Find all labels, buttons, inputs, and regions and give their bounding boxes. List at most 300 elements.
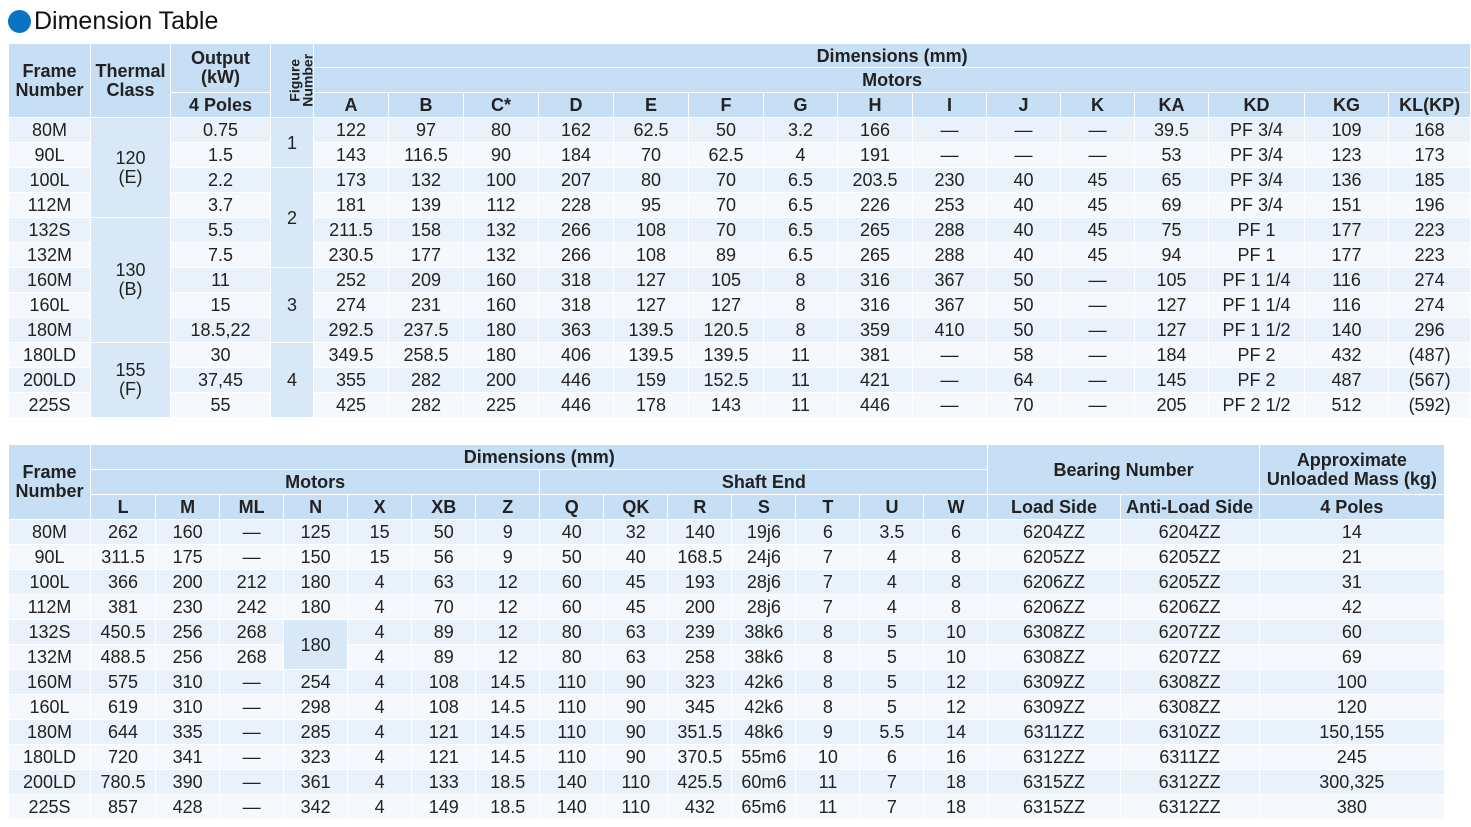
dimension-cell: 446 — [838, 393, 913, 418]
output-cell: 15 — [171, 293, 271, 318]
dimension-cell: 296 — [1389, 318, 1471, 343]
output-cell: 3.7 — [171, 193, 271, 218]
bullet-circle-icon — [8, 10, 31, 33]
dimension-cell-xb: 108 — [412, 670, 476, 695]
frame-number-cell: 80M — [9, 520, 91, 545]
dimension-cell: 139.5 — [689, 343, 764, 368]
dimension-cell: 196 — [1389, 193, 1471, 218]
dimension-cell-n: 150 — [284, 545, 348, 570]
dimension-cell: — — [987, 118, 1061, 143]
header-col-k: K — [1061, 93, 1135, 118]
dimension-cell: 127 — [1135, 293, 1209, 318]
dimension-cell-anti: 6206ZZ — [1120, 595, 1259, 620]
output-cell: 0.75 — [171, 118, 271, 143]
dimension-cell: 105 — [1135, 268, 1209, 293]
dimension-cell: PF 3/4 — [1209, 168, 1305, 193]
header-col-t: T — [796, 495, 860, 520]
header-dimensions: Dimensions (mm) — [314, 44, 1471, 68]
dimension-cell: 425 — [314, 393, 389, 418]
dimension-cell: 143 — [689, 393, 764, 418]
dimension-cell-ml: — — [220, 745, 284, 770]
dimension-cell: 139.5 — [614, 318, 689, 343]
dimension-cell-qk: 110 — [604, 795, 668, 820]
dimension-cell: PF 3/4 — [1209, 118, 1305, 143]
dimension-cell: 108 — [614, 218, 689, 243]
dimension-cell-n: 342 — [284, 795, 348, 820]
dimension-cell: 367 — [913, 268, 987, 293]
dimension-cell: — — [1061, 293, 1135, 318]
dimension-cell-s: 55m6 — [732, 745, 796, 770]
dimension-cell-r: 432 — [668, 795, 732, 820]
dimension-cell-anti: 6308ZZ — [1120, 670, 1259, 695]
table-row — [9, 218, 1471, 243]
dimension-cell: 139 — [389, 193, 464, 218]
dimension-cell: 132 — [464, 243, 539, 268]
dimension-cell-anti: 6207ZZ — [1120, 645, 1259, 670]
dimension-cell-r: 140 — [668, 520, 732, 545]
dimension-cell: 140 — [1305, 318, 1389, 343]
frame-number-cell: 100L — [9, 570, 91, 595]
dimension-cell-u: 4 — [860, 570, 924, 595]
dimension-cell-z: 14.5 — [476, 695, 540, 720]
dimension-cell: 184 — [539, 143, 614, 168]
dimension-cell: 282 — [389, 393, 464, 418]
dimension-cell: 318 — [539, 293, 614, 318]
dimension-cell-mass: 14 — [1259, 520, 1444, 545]
output-cell: 55 — [171, 393, 271, 418]
dimension-cell-load: 6309ZZ — [988, 670, 1120, 695]
figure-number-cell: 3 — [271, 268, 314, 343]
dimension-cell: 120.5 — [689, 318, 764, 343]
dimension-cell: 75 — [1135, 218, 1209, 243]
dimension-cell-w: 8 — [924, 545, 988, 570]
dimension-cell: (592) — [1389, 393, 1471, 418]
dimension-cell: 94 — [1135, 243, 1209, 268]
dimension-cell-t: 7 — [796, 595, 860, 620]
dimension-cell: 95 — [614, 193, 689, 218]
header-col-c: C* — [464, 93, 539, 118]
dimension-cell: 180 — [464, 343, 539, 368]
dimension-cell-load: 6315ZZ — [988, 770, 1120, 795]
dimension-cell-qk: 90 — [604, 695, 668, 720]
dimension-cell: 237.5 — [389, 318, 464, 343]
dimension-cell-u: 6 — [860, 745, 924, 770]
dimension-cell: 252 — [314, 268, 389, 293]
dimension-cell-m: 390 — [156, 770, 220, 795]
dimension-cell: 288 — [913, 218, 987, 243]
dimension-cell: — — [1061, 343, 1135, 368]
dimension-cell-r: 168.5 — [668, 545, 732, 570]
dimension-cell-mass: 60 — [1259, 620, 1444, 645]
dimension-cell: — — [1061, 118, 1135, 143]
dimension-cell: — — [913, 393, 987, 418]
dimension-cell-load: 6312ZZ — [988, 745, 1120, 770]
table-row — [9, 745, 1445, 770]
dimension-cell: 152.5 — [689, 368, 764, 393]
dimension-cell-x: 4 — [348, 720, 412, 745]
dimension-cell: 40 — [987, 218, 1061, 243]
dimension-cell: 116.5 — [389, 143, 464, 168]
dimension-cell: 266 — [539, 218, 614, 243]
dimension-cell: 50 — [987, 293, 1061, 318]
dimension-cell-qk: 32 — [604, 520, 668, 545]
header-frame-number-2: Frame Number — [9, 445, 91, 520]
dimension-cell-s: 65m6 — [732, 795, 796, 820]
dimension-cell: 6.5 — [764, 193, 838, 218]
frame-number-cell: 90L — [9, 545, 91, 570]
frame-number-cell: 180LD — [9, 745, 91, 770]
dimension-cell: 487 — [1305, 368, 1389, 393]
dimension-cell-s: 28j6 — [732, 595, 796, 620]
dimension-cell-x: 15 — [348, 520, 412, 545]
dimension-cell-ml: — — [220, 720, 284, 745]
dimension-cell-l: 488.5 — [91, 645, 156, 670]
dimension-cell: 258.5 — [389, 343, 464, 368]
dimension-cell-anti: 6205ZZ — [1120, 545, 1259, 570]
dimension-cell: 50 — [987, 318, 1061, 343]
dimension-cell: 3.2 — [764, 118, 838, 143]
dimension-cell-w: 8 — [924, 570, 988, 595]
table-row — [9, 193, 1471, 218]
frame-number-cell: 160M — [9, 268, 91, 293]
dimension-cell: PF 3/4 — [1209, 193, 1305, 218]
frame-number-cell: 225S — [9, 795, 91, 820]
dimension-cell-n: 361 — [284, 770, 348, 795]
dimension-cell-z: 12 — [476, 620, 540, 645]
dimension-cell: 359 — [838, 318, 913, 343]
dimension-cell-n: 180 — [284, 595, 348, 620]
output-cell: 5.5 — [171, 218, 271, 243]
dimension-cell-w: 6 — [924, 520, 988, 545]
dimension-cell-s: 60m6 — [732, 770, 796, 795]
dimension-cell: 173 — [314, 168, 389, 193]
dimension-cell: — — [913, 143, 987, 168]
dimension-cell-ml: 212 — [220, 570, 284, 595]
dimension-cell: 45 — [1061, 168, 1135, 193]
dimension-cell: PF 2 — [1209, 343, 1305, 368]
dimension-cell-q: 60 — [540, 570, 604, 595]
dimension-cell-ml: — — [220, 770, 284, 795]
dimension-cell: 40 — [987, 193, 1061, 218]
header-mass-four-poles: 4 Poles — [1259, 495, 1444, 520]
dimension-cell-w: 14 — [924, 720, 988, 745]
dimension-cell-s: 48k6 — [732, 720, 796, 745]
dimension-cell: 316 — [838, 268, 913, 293]
table-row — [9, 318, 1471, 343]
dimension-cell-n: 254 — [284, 670, 348, 695]
dimension-cell-q: 50 — [540, 545, 604, 570]
dimension-cell: PF 2 1/2 — [1209, 393, 1305, 418]
dimension-cell: 90 — [464, 143, 539, 168]
dimension-cell-s: 42k6 — [732, 670, 796, 695]
dimension-cell: 223 — [1389, 218, 1471, 243]
dimension-cell: 69 — [1135, 193, 1209, 218]
header-col-l: L — [91, 495, 156, 520]
dimension-cell: 230.5 — [314, 243, 389, 268]
dimension-cell-x: 4 — [348, 795, 412, 820]
output-cell: 7.5 — [171, 243, 271, 268]
page-title — [8, 6, 218, 36]
header-col-j: J — [987, 93, 1061, 118]
dimension-cell: 127 — [1135, 318, 1209, 343]
dimension-cell: PF 1 1/2 — [1209, 318, 1305, 343]
dimension-cell: 62.5 — [689, 143, 764, 168]
frame-number-cell: 180M — [9, 318, 91, 343]
dimension-table-1 — [8, 43, 1471, 418]
dimension-cell-xb: 89 — [412, 645, 476, 670]
frame-number-cell: 132M — [9, 243, 91, 268]
frame-number-cell: 132M — [9, 645, 91, 670]
frame-number-cell: 160M — [9, 670, 91, 695]
dimension-cell: (567) — [1389, 368, 1471, 393]
dimension-cell: 274 — [314, 293, 389, 318]
dimension-cell: 127 — [614, 268, 689, 293]
dimension-cell-w: 8 — [924, 595, 988, 620]
dimension-cell: 177 — [389, 243, 464, 268]
dimension-cell: 8 — [764, 268, 838, 293]
dimension-cell-ml: 242 — [220, 595, 284, 620]
dimension-cell: PF 1 1/4 — [1209, 268, 1305, 293]
dimension-cell-load: 6309ZZ — [988, 695, 1120, 720]
dimension-cell: 253 — [913, 193, 987, 218]
dimension-cell: 105 — [689, 268, 764, 293]
dimension-cell: 180 — [464, 318, 539, 343]
dimension-cell-q: 60 — [540, 595, 604, 620]
dimension-cell-xb: 50 — [412, 520, 476, 545]
dimension-cell-r: 351.5 — [668, 720, 732, 745]
dimension-cell: 230 — [913, 168, 987, 193]
dimension-cell: 70 — [987, 393, 1061, 418]
dimension-cell: PF 3/4 — [1209, 143, 1305, 168]
page-title-text: Dimension Table — [34, 6, 219, 35]
dimension-cell: 50 — [689, 118, 764, 143]
dimension-cell: 349.5 — [314, 343, 389, 368]
output-cell: 18.5,22 — [171, 318, 271, 343]
dimension-cell: 158 — [389, 218, 464, 243]
header-shaft-end: Shaft End — [540, 470, 988, 495]
dimension-cell: 62.5 — [614, 118, 689, 143]
dimension-cell-load: 6205ZZ — [988, 545, 1120, 570]
dimension-cell-xb: 121 — [412, 745, 476, 770]
dimension-cell: 139.5 — [614, 343, 689, 368]
thermal-class-cell: 130 (B) — [91, 218, 171, 343]
dimension-cell: 446 — [539, 393, 614, 418]
dimension-cell: — — [987, 143, 1061, 168]
frame-number-cell: 132S — [9, 218, 91, 243]
dimension-cell: PF 1 1/4 — [1209, 293, 1305, 318]
frame-number-cell: 112M — [9, 193, 91, 218]
header-col-m: M — [156, 495, 220, 520]
dimension-cell-z: 9 — [476, 545, 540, 570]
header-anti-load-side: Anti-Load Side — [1120, 495, 1259, 520]
dimension-cell: 6.5 — [764, 218, 838, 243]
dimension-cell: 39.5 — [1135, 118, 1209, 143]
dimension-cell: 136 — [1305, 168, 1389, 193]
dimension-cell-r: 425.5 — [668, 770, 732, 795]
dimension-cell-l: 262 — [91, 520, 156, 545]
dimension-cell: 40 — [987, 243, 1061, 268]
dimension-cell-s: 19j6 — [732, 520, 796, 545]
dimension-cell: 8 — [764, 293, 838, 318]
dimension-cell: 151 — [1305, 193, 1389, 218]
dimension-cell: 191 — [838, 143, 913, 168]
dimension-cell-load: 6308ZZ — [988, 645, 1120, 670]
dimension-cell: — — [1061, 393, 1135, 418]
dimension-cell: 316 — [838, 293, 913, 318]
dimension-cell: 226 — [838, 193, 913, 218]
dimension-cell-u: 5 — [860, 645, 924, 670]
dimension-cell-z: 9 — [476, 520, 540, 545]
dimension-cell-n: 180 — [284, 570, 348, 595]
figure-number-cell: 2 — [271, 168, 314, 268]
dimension-cell: (487) — [1389, 343, 1471, 368]
frame-number-cell: 160L — [9, 695, 91, 720]
header-load-side: Load Side — [988, 495, 1120, 520]
dimension-cell: 53 — [1135, 143, 1209, 168]
dimension-cell: PF 1 — [1209, 218, 1305, 243]
table-row — [9, 368, 1471, 393]
dimension-cell-m: 310 — [156, 670, 220, 695]
table-row — [9, 520, 1445, 545]
dimension-cell-anti: 6205ZZ — [1120, 570, 1259, 595]
dimension-cell-xb: 56 — [412, 545, 476, 570]
dimension-cell-ml: — — [220, 520, 284, 545]
dimension-cell-t: 7 — [796, 545, 860, 570]
dimension-cell-mass: 21 — [1259, 545, 1444, 570]
header-figure-number — [271, 44, 314, 118]
dimension-cell-u: 4 — [860, 595, 924, 620]
dimension-cell: 116 — [1305, 293, 1389, 318]
frame-number-cell: 132S — [9, 620, 91, 645]
dimension-cell-load: 6206ZZ — [988, 595, 1120, 620]
table-row — [9, 343, 1471, 368]
dimension-cell: PF 2 — [1209, 368, 1305, 393]
dimension-cell-z: 14.5 — [476, 670, 540, 695]
dimension-cell-q: 140 — [540, 795, 604, 820]
dimension-cell: 132 — [389, 168, 464, 193]
dimension-cell-q: 140 — [540, 770, 604, 795]
dimension-cell-load: 6308ZZ — [988, 620, 1120, 645]
dimension-cell: 80 — [614, 168, 689, 193]
dimension-cell: 225 — [464, 393, 539, 418]
dimension-cell-xb: 121 — [412, 720, 476, 745]
dimension-cell-w: 12 — [924, 695, 988, 720]
dimension-cell: 367 — [913, 293, 987, 318]
dimension-cell-u: 3.5 — [860, 520, 924, 545]
header-col-d: D — [539, 93, 614, 118]
dimension-cell: 363 — [539, 318, 614, 343]
dimension-cell: 109 — [1305, 118, 1389, 143]
table-row — [9, 770, 1445, 795]
dimension-cell-load: 6315ZZ — [988, 795, 1120, 820]
header-col-z: Z — [476, 495, 540, 520]
dimension-cell-m: 335 — [156, 720, 220, 745]
dimension-cell-xb: 70 — [412, 595, 476, 620]
dimension-cell: 65 — [1135, 168, 1209, 193]
dimension-cell: 288 — [913, 243, 987, 268]
dimension-cell-x: 4 — [348, 645, 412, 670]
figure-number-cell: 4 — [271, 343, 314, 418]
dimension-cell-q: 110 — [540, 670, 604, 695]
dimension-cell: 123 — [1305, 143, 1389, 168]
table-row — [9, 595, 1445, 620]
output-cell: 2.2 — [171, 168, 271, 193]
dimension-cell-w: 10 — [924, 620, 988, 645]
dimension-cell-t: 8 — [796, 695, 860, 720]
dimension-cell-u: 5 — [860, 695, 924, 720]
dimension-cell: 381 — [838, 343, 913, 368]
dimension-cell: 432 — [1305, 343, 1389, 368]
header-col-w: W — [924, 495, 988, 520]
dimension-cell: 11 — [764, 393, 838, 418]
dimension-cell: 11 — [764, 368, 838, 393]
dimension-cell: 6.5 — [764, 168, 838, 193]
dimension-table-2 — [8, 444, 1445, 820]
dimension-cell-l: 311.5 — [91, 545, 156, 570]
dimension-cell-s: 38k6 — [732, 620, 796, 645]
dimension-cell-x: 4 — [348, 595, 412, 620]
dimension-cell-l: 381 — [91, 595, 156, 620]
dimension-cell: 97 — [389, 118, 464, 143]
header-frame-number: Frame Number — [9, 44, 91, 118]
output-cell: 1.5 — [171, 143, 271, 168]
dimension-cell-mass: 245 — [1259, 745, 1444, 770]
header-col-x: X — [348, 495, 412, 520]
dimension-cell-r: 239 — [668, 620, 732, 645]
dimension-cell: 168 — [1389, 118, 1471, 143]
dimension-cell-r: 370.5 — [668, 745, 732, 770]
dimension-cell: 177 — [1305, 243, 1389, 268]
header-col-klkp: KL(KP) — [1389, 93, 1471, 118]
dimension-cell-load: 6204ZZ — [988, 520, 1120, 545]
dimension-cell-l: 857 — [91, 795, 156, 820]
dimension-cell-ml: 268 — [220, 645, 284, 670]
dimension-cell-m: 428 — [156, 795, 220, 820]
dimension-cell-ml: — — [220, 545, 284, 570]
dimension-cell-x: 4 — [348, 570, 412, 595]
dimension-cell-t: 10 — [796, 745, 860, 770]
dimension-cell-ml: — — [220, 795, 284, 820]
dimension-cell: PF 1 — [1209, 243, 1305, 268]
dimension-cell-t: 7 — [796, 570, 860, 595]
dimension-cell-z: 14.5 — [476, 745, 540, 770]
dimension-cell-anti: 6204ZZ — [1120, 520, 1259, 545]
dimension-cell: — — [1061, 143, 1135, 168]
dimension-cell-q: 80 — [540, 645, 604, 670]
dimension-cell: 292.5 — [314, 318, 389, 343]
table-row — [9, 243, 1471, 268]
dimension-cell-m: 200 — [156, 570, 220, 595]
dimension-cell: 265 — [838, 243, 913, 268]
dimension-cell-u: 5.5 — [860, 720, 924, 745]
frame-number-cell: 160L — [9, 293, 91, 318]
dimension-cell-s: 38k6 — [732, 645, 796, 670]
dimension-cell-r: 258 — [668, 645, 732, 670]
dimension-cell-x: 4 — [348, 670, 412, 695]
dimension-cell: 116 — [1305, 268, 1389, 293]
dimension-cell-s: 42k6 — [732, 695, 796, 720]
dimension-cell: 159 — [614, 368, 689, 393]
dimension-cell-q: 110 — [540, 745, 604, 770]
dimension-cell: 127 — [689, 293, 764, 318]
thermal-class-cell: 120 (E) — [91, 118, 171, 218]
header-motors: Motors — [314, 68, 1471, 93]
dimension-cell: 421 — [838, 368, 913, 393]
dimension-cell-mass: 69 — [1259, 645, 1444, 670]
dimension-cell-xb: 149 — [412, 795, 476, 820]
dimension-cell: 100 — [464, 168, 539, 193]
header-col-g: G — [764, 93, 838, 118]
